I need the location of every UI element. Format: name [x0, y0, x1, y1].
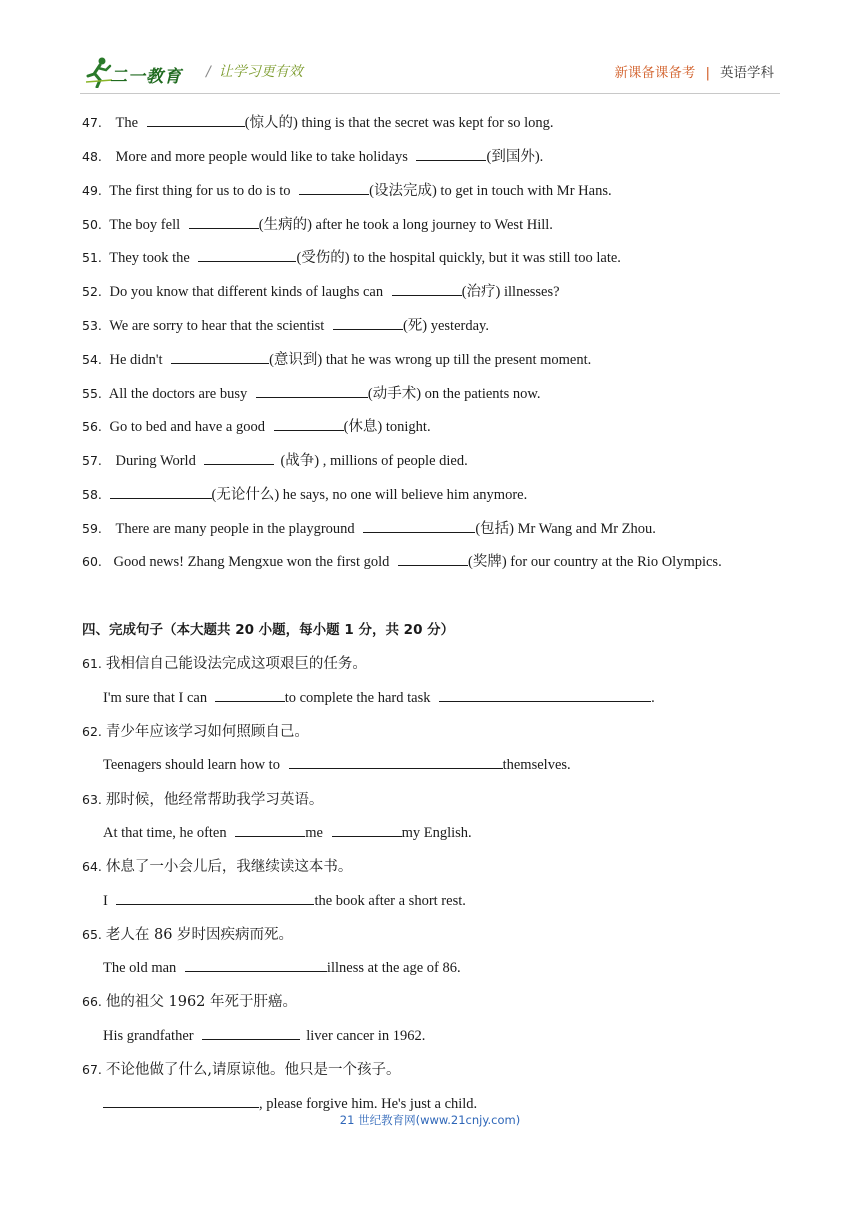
question-58: [82, 485, 527, 504]
question-number: 64.: [82, 859, 102, 874]
question-number: 53.: [82, 318, 102, 333]
chinese-text: 我相信自己能设法完成这项艰巨的任务。: [105, 656, 367, 672]
english-text: illness at the age of 86.: [326, 960, 461, 976]
sentence-61-chinese: [82, 652, 367, 673]
question-text: (惊人的) thing is that the secret was kept for so long.: [244, 115, 554, 131]
question-49: [82, 181, 612, 200]
question-number: 48.: [82, 149, 102, 164]
question-text: (受伤的) to the hospital quickly, but it was still too late.: [296, 250, 621, 266]
english-text: At that time, he often: [103, 825, 227, 841]
english-text: liver cancer in 1962.: [306, 1028, 426, 1044]
question-47: [82, 113, 554, 132]
chinese-text: 休息了一小会儿后，我继续读这本书。: [105, 859, 353, 875]
chinese-text: 不论他做了什么,请原谅他。他只是一个孩子。: [105, 1062, 401, 1078]
sentence-66-english: [103, 1026, 425, 1045]
question-number: 55.: [82, 386, 102, 401]
question-51: [82, 248, 621, 267]
question-text: Go to bed and have a good: [109, 419, 265, 435]
answer-blank[interactable]: [215, 688, 285, 702]
question-number: 56.: [82, 419, 102, 434]
english-text: The old man: [103, 960, 177, 976]
question-text: All the doctors are busy: [108, 386, 248, 402]
question-55: [82, 384, 541, 403]
answer-blank[interactable]: [171, 350, 269, 364]
english-text: the book after a short rest.: [314, 893, 466, 909]
slogan-text: 让学习更有效: [218, 64, 303, 80]
answer-blank[interactable]: [204, 451, 274, 465]
section-title: 四、完成句子（本大题共 20 小题，每小题 1 分，共 20 分）: [82, 622, 455, 638]
question-text: Good news! Zhang Mengxue won the first gold: [113, 554, 390, 570]
answer-blank[interactable]: [189, 215, 259, 229]
sentence-61-english: [103, 688, 655, 707]
subject-label: 英语学科: [720, 65, 774, 81]
question-text: The: [115, 115, 139, 131]
answer-blank[interactable]: [416, 147, 486, 161]
answer-blank[interactable]: [198, 248, 296, 262]
question-number: 61.: [82, 656, 102, 671]
sentence-66-chinese: [82, 990, 297, 1011]
question-60: [82, 552, 722, 571]
page-footer: 21 世纪教育网(www.21cnjy.com): [339, 1113, 521, 1127]
chinese-text: 青少年应该学习如何照顾自己。: [105, 724, 309, 740]
question-number: 59.: [82, 521, 102, 536]
slogan: / 让学习更有效: [206, 64, 303, 80]
question-number: 60.: [82, 554, 102, 569]
answer-blank[interactable]: [274, 417, 344, 431]
answer-blank[interactable]: [235, 823, 305, 837]
answer-blank[interactable]: [110, 485, 212, 499]
question-53: [82, 316, 489, 335]
question-number: 54.: [82, 352, 102, 367]
answer-blank[interactable]: [299, 181, 369, 195]
english-text: I'm sure that I can: [103, 690, 208, 706]
question-text: (生病的) after he took a long journey to West Hill.: [258, 217, 553, 233]
question-number: 62.: [82, 724, 102, 739]
answer-blank[interactable]: [333, 316, 403, 330]
question-text: (奖牌) for our country at the Rio Olympics.: [468, 554, 722, 570]
sentence-64-chinese: [82, 855, 352, 876]
question-text: (动手术) on the patients now.: [367, 386, 541, 402]
question-text: (死) yesterday.: [402, 318, 489, 334]
answer-blank[interactable]: [202, 1026, 300, 1040]
question-number: 67.: [82, 1062, 102, 1077]
answer-blank[interactable]: [398, 552, 468, 566]
answer-blank[interactable]: [392, 282, 462, 296]
sentence-63-english: [103, 823, 472, 842]
question-text: During World: [115, 453, 196, 469]
question-57: [82, 451, 468, 470]
question-text: They took the: [109, 250, 190, 266]
question-number: 63.: [82, 792, 102, 807]
question-text: The boy fell: [109, 217, 181, 233]
header-right: [614, 61, 774, 81]
answer-blank[interactable]: [289, 755, 503, 769]
question-text: Do you know that different kinds of laughs can: [109, 284, 384, 300]
answer-blank[interactable]: [103, 1094, 259, 1108]
question-text: We are sorry to hear that the scientist: [109, 318, 325, 334]
english-text: Teenagers should learn how to: [103, 757, 280, 773]
sentence-65-chinese: [82, 923, 293, 944]
question-text: He didn't: [109, 352, 163, 368]
english-text: themselves.: [502, 757, 571, 773]
course-label: 新课备课备考: [614, 65, 696, 81]
answer-blank[interactable]: [363, 519, 475, 533]
question-text: More and more people would like to take holidays: [115, 149, 408, 165]
sentence-62-chinese: [82, 720, 309, 741]
chinese-text: 那时候，他经常帮助我学习英语。: [105, 792, 324, 808]
answer-blank[interactable]: [256, 384, 368, 398]
english-text: to complete the hard task: [284, 690, 431, 706]
sentence-63-chinese: [82, 788, 323, 809]
english-text: His grandfather: [103, 1028, 194, 1044]
question-text: (战争) , millions of people died.: [280, 453, 468, 469]
question-50: [82, 215, 553, 234]
sentence-62-english: [103, 755, 571, 774]
question-number: 52.: [82, 284, 102, 299]
question-text: (治疗) illnesses?: [461, 284, 560, 300]
english-text: me: [305, 825, 323, 841]
question-number: 57.: [82, 453, 102, 468]
answer-blank[interactable]: [332, 823, 402, 837]
question-number: 51.: [82, 250, 102, 265]
question-number: 47.: [82, 115, 102, 130]
answer-blank[interactable]: [439, 688, 651, 702]
english-text: I: [103, 893, 108, 909]
english-text: , please forgive him. He's just a child.: [259, 1096, 478, 1112]
answer-blank[interactable]: [185, 958, 327, 972]
question-text: There are many people in the playground: [115, 521, 355, 537]
english-text: .: [651, 690, 655, 706]
question-48: [82, 147, 543, 166]
question-text: (设法完成) to get in touch with Mr Hans.: [369, 183, 612, 199]
header-separator: |: [705, 65, 710, 81]
chinese-text: 老人在 86 岁时因疾病而死。: [105, 927, 294, 943]
question-number: 50.: [82, 217, 102, 232]
english-text: my English.: [401, 825, 472, 841]
question-text: (无论什么) he says, no one will believe him anymore.: [211, 487, 528, 503]
sentence-65-english: [103, 958, 461, 977]
question-text: (到国外).: [486, 149, 544, 165]
chinese-text: 他的祖父 1962 年死于肝癌。: [105, 994, 298, 1010]
question-number: 49.: [82, 183, 102, 198]
question-52: [82, 282, 560, 301]
question-text: The first thing for us to do is to: [109, 183, 291, 199]
question-number: 58.: [82, 487, 102, 502]
question-59: [82, 519, 656, 538]
sentence-67-chinese: [82, 1058, 401, 1079]
question-54: [82, 350, 591, 369]
question-number: 65.: [82, 927, 102, 942]
answer-blank[interactable]: [147, 113, 245, 127]
page-header: [0, 0, 860, 95]
answer-blank[interactable]: [116, 891, 314, 905]
question-56: [82, 417, 431, 436]
sentence-67-english: [103, 1094, 477, 1113]
question-text: (休息) tonight.: [343, 419, 431, 435]
sentence-64-english: [103, 891, 466, 910]
question-text: (包括) Mr Wang and Mr Zhou.: [475, 521, 656, 537]
question-text: (意识到) that he was wrong up till the present moment.: [269, 352, 592, 368]
header-divider: [80, 93, 780, 94]
logo-text: 二一教育: [110, 67, 182, 87]
logo: [84, 56, 194, 90]
question-number: 66.: [82, 994, 102, 1009]
